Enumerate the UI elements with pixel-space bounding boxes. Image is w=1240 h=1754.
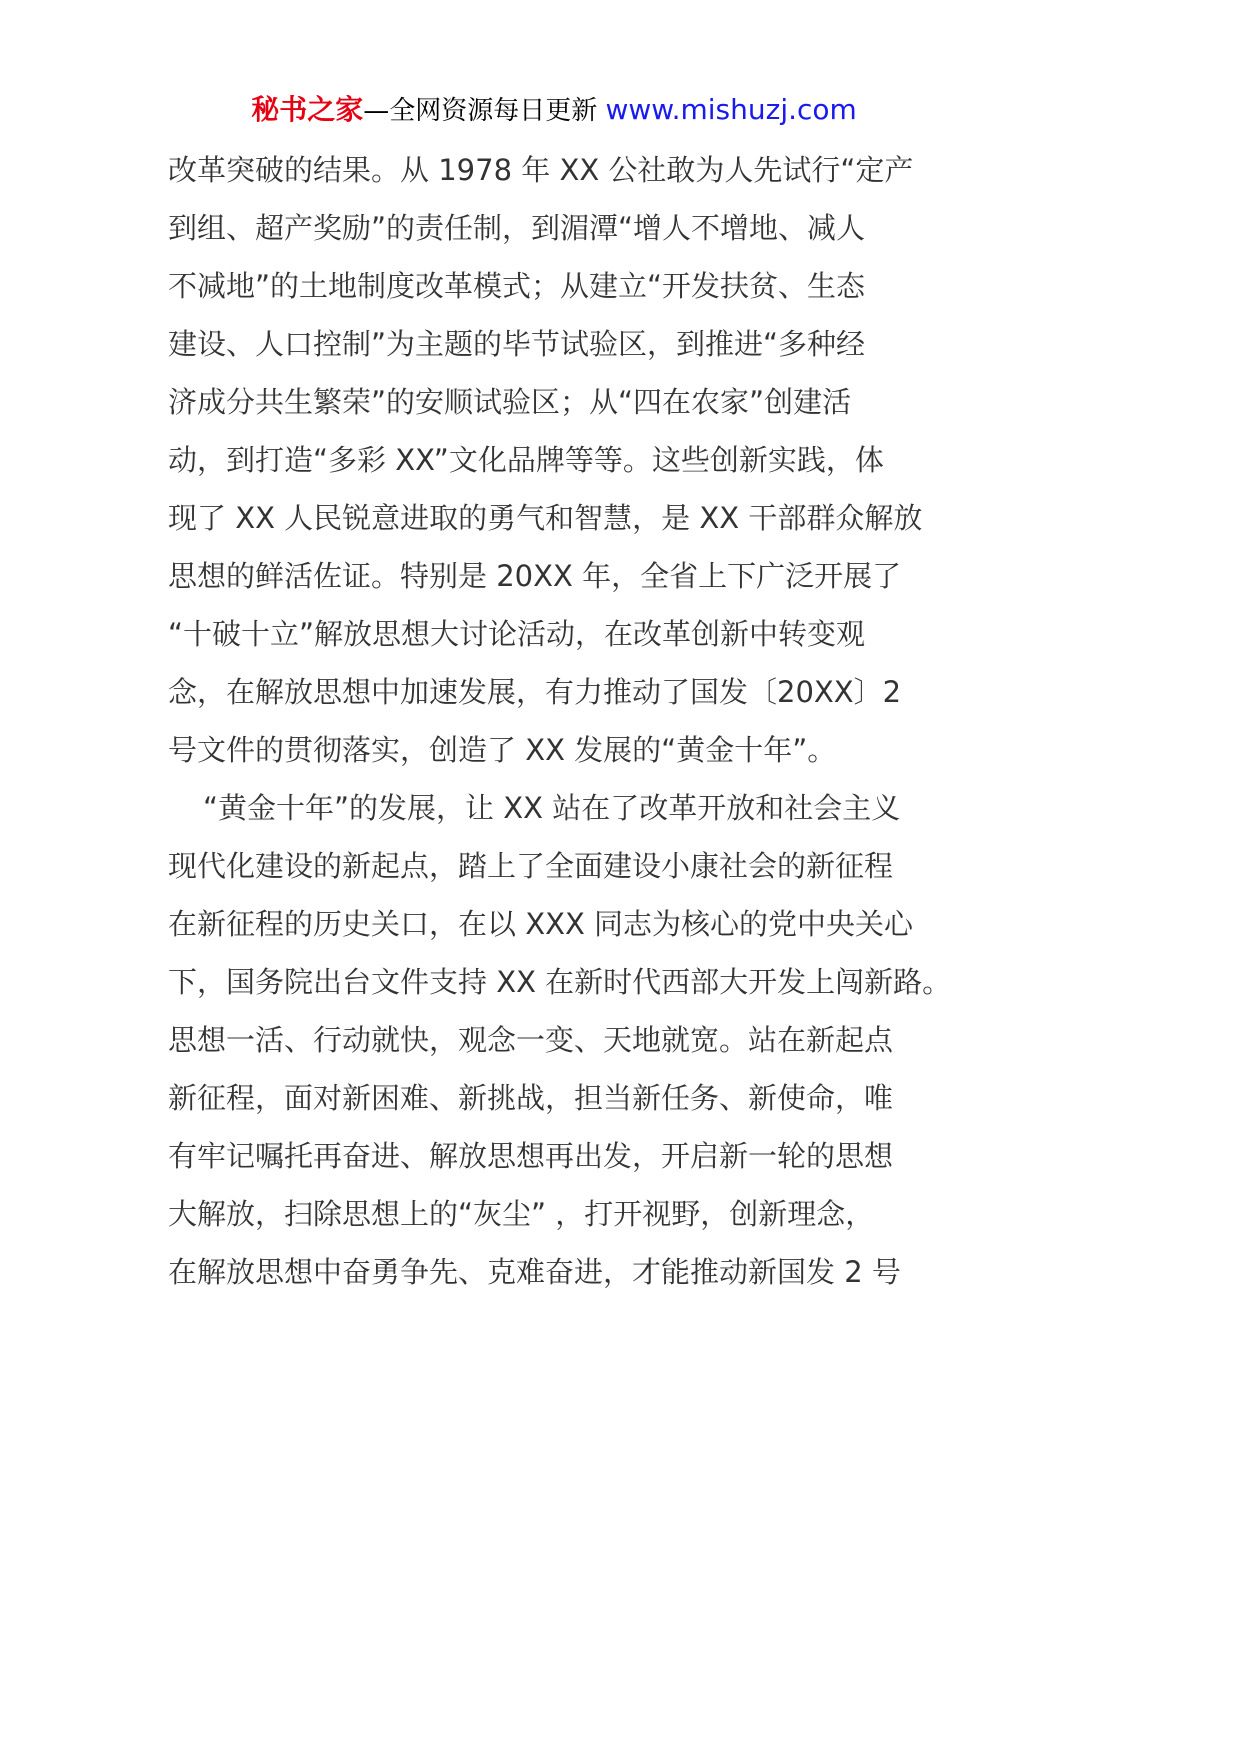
text-line: 新征程，面对新困难、新挑战，担当新任务、新使命，唯 bbox=[168, 1081, 894, 1115]
text-line: 大解放，扫除思想上的“灰尘” ，打开视野，创新理念， bbox=[168, 1197, 875, 1231]
text-line: 念，在解放思想中加速发展，有力推动了国发〔20XX〕2 bbox=[168, 675, 902, 709]
website-url: www.mishuzj.com bbox=[605, 93, 857, 126]
document-body bbox=[168, 141, 988, 1301]
text-line: “十破十立”解放思想大讨论活动，在改革创新中转变观 bbox=[168, 617, 866, 651]
text-line: 济成分共生繁荣”的安顺试验区；从“四在农家”创建活 bbox=[168, 385, 852, 419]
text-line: 思想的鲜活佐证。特别是 20XX 年，全省上下广泛开展了 bbox=[168, 559, 902, 593]
text-line: “黄金十年”的发展，让 XX 站在了改革开放和社会主义 bbox=[203, 791, 901, 825]
text-line: 动，到打造“多彩 XX”文化品牌等等。这些创新实践，体 bbox=[168, 443, 884, 477]
paragraph bbox=[168, 141, 988, 779]
text-line: 不减地”的土地制度改革模式；从建立“开发扶贫、生态 bbox=[168, 269, 866, 303]
page-header bbox=[168, 88, 940, 132]
header-tagline: —全网资源每日更新 bbox=[363, 96, 606, 126]
text-line: 号文件的贯彻落实，创造了 XX 发展的“黄金十年”。 bbox=[168, 733, 837, 767]
brand-name: 秘书之家 bbox=[251, 93, 364, 126]
text-line: 到组、超产奖励”的责任制，到湄潭“增人不增地、减人 bbox=[168, 211, 866, 245]
text-line: 思想一活、行动就快，观念一变、天地就宽。站在新起点 bbox=[168, 1023, 894, 1057]
text-line: 建设、人口控制”为主题的毕节试验区，到推进“多种经 bbox=[168, 327, 866, 361]
text-line: 现代化建设的新起点，踏上了全面建设小康社会的新征程 bbox=[168, 849, 894, 883]
text-line: 在解放思想中奋勇争先、克难奋进，才能推动新国发 2 号 bbox=[168, 1255, 901, 1289]
text-line: 改革突破的结果。从 1978 年 XX 公社敢为人先试行“定产 bbox=[168, 153, 914, 187]
text-line: 现了 XX 人民锐意进取的勇气和智慧，是 XX 干部群众解放 bbox=[168, 501, 923, 535]
text-line: 有牢记嘱托再奋进、解放思想再出发，开启新一轮的思想 bbox=[168, 1139, 894, 1173]
text-line: 在新征程的历史关口，在以 XXX 同志为核心的党中央关心 bbox=[168, 907, 914, 941]
paragraph bbox=[168, 779, 988, 1301]
text-line: 下，国务院出台文件支持 XX 在新时代西部大开发上闯新路。 bbox=[168, 965, 952, 999]
